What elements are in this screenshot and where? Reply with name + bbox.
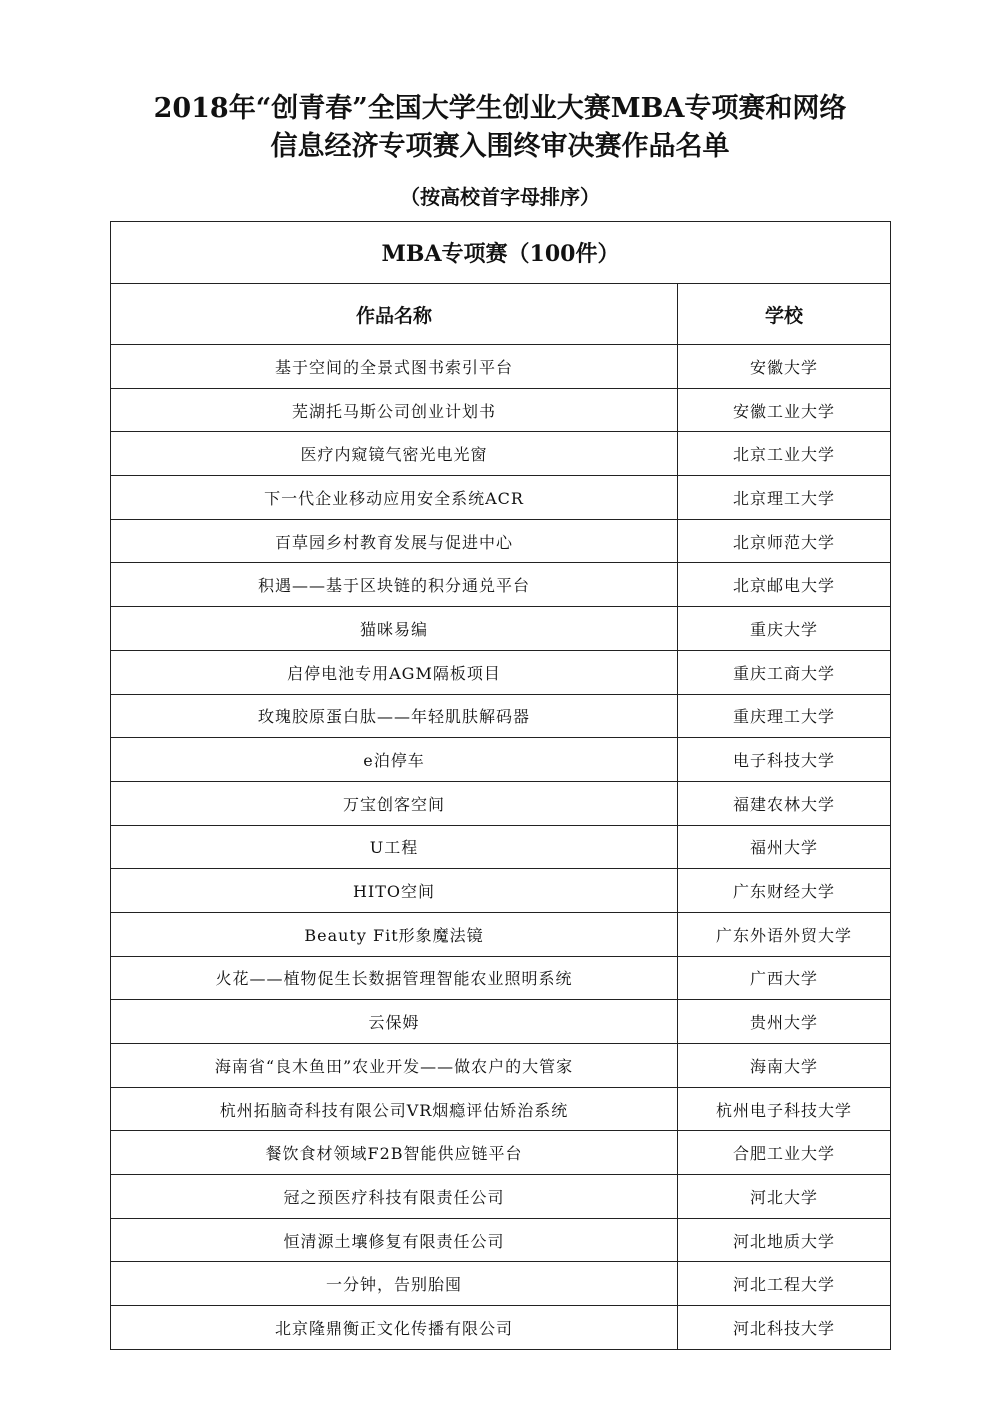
- project-name-cell: 下一代企业移动应用安全系统ACR: [111, 476, 678, 520]
- table-row: [111, 1044, 891, 1088]
- school-cell: 广西大学: [678, 956, 891, 1000]
- project-name-cell: 餐饮食材领域F2B智能供应链平台: [111, 1131, 678, 1175]
- table-row: [111, 1087, 891, 1131]
- table-row: [111, 825, 891, 869]
- project-name-cell: 冠之预医疗科技有限责任公司: [111, 1175, 678, 1219]
- project-name-cell: 医疗内窥镜气密光电光窗: [111, 432, 678, 476]
- school-cell: 广东财经大学: [678, 869, 891, 913]
- table-row: [111, 519, 891, 563]
- project-name-cell: 海南省“良木鱼田”农业开发——做农户的大管家: [111, 1044, 678, 1088]
- project-name-cell: 猫咪易编: [111, 607, 678, 651]
- school-cell: 河北工程大学: [678, 1262, 891, 1306]
- school-cell: 重庆大学: [678, 607, 891, 651]
- project-name-cell: 北京隆鼎衡正文化传播有限公司: [111, 1306, 678, 1350]
- table-row: [111, 1218, 891, 1262]
- school-cell: 河北地质大学: [678, 1218, 891, 1262]
- table-row: [111, 345, 891, 389]
- column-header-school: 学校: [678, 284, 891, 345]
- project-name-cell: 杭州拓脑奇科技有限公司VR烟瘾评估矫治系统: [111, 1087, 678, 1131]
- school-cell: 河北大学: [678, 1175, 891, 1219]
- school-cell: 安徽工业大学: [678, 388, 891, 432]
- school-cell: 北京师范大学: [678, 519, 891, 563]
- section-header-row: [111, 222, 891, 284]
- table-row: [111, 563, 891, 607]
- school-cell: 福州大学: [678, 825, 891, 869]
- table-row: [111, 1175, 891, 1219]
- project-name-cell: 启停电池专用AGM隔板项目: [111, 650, 678, 694]
- project-name-cell: 玫瑰胶原蛋白肽——年轻肌肤解码器: [111, 694, 678, 738]
- school-cell: 重庆工商大学: [678, 650, 891, 694]
- project-name-cell: 万宝创客空间: [111, 781, 678, 825]
- table-row: [111, 912, 891, 956]
- table-row: [111, 1000, 891, 1044]
- project-name-cell: Beauty Fit形象魔法镜: [111, 912, 678, 956]
- project-name-cell: 火花——植物促生长数据管理智能农业照明系统: [111, 956, 678, 1000]
- school-cell: 北京工业大学: [678, 432, 891, 476]
- table-row: [111, 694, 891, 738]
- document-title-line-1: 2018年“创青春”全国大学生创业大赛MBA专项赛和网络: [153, 93, 847, 124]
- table-row: [111, 781, 891, 825]
- school-cell: 电子科技大学: [678, 738, 891, 782]
- project-name-cell: 基于空间的全景式图书索引平台: [111, 345, 678, 389]
- project-name-cell: 百草园乡村教育发展与促进中心: [111, 519, 678, 563]
- document-title: [0, 90, 1000, 166]
- school-cell: 重庆理工大学: [678, 694, 891, 738]
- table-row: [111, 738, 891, 782]
- project-name-cell: HITO空间: [111, 869, 678, 913]
- school-cell: 合肥工业大学: [678, 1131, 891, 1175]
- project-name-cell: 芜湖托马斯公司创业计划书: [111, 388, 678, 432]
- table-row: [111, 869, 891, 913]
- finalist-table: [110, 221, 891, 1350]
- table-row: [111, 607, 891, 651]
- school-cell: 北京邮电大学: [678, 563, 891, 607]
- project-name-cell: e泊停车: [111, 738, 678, 782]
- project-name-cell: U工程: [111, 825, 678, 869]
- table-row: [111, 388, 891, 432]
- project-name-cell: 恒清源土壤修复有限责任公司: [111, 1218, 678, 1262]
- table-body: [111, 345, 891, 1350]
- project-name-cell: 一分钟，告别胎囤: [111, 1262, 678, 1306]
- project-name-cell: 积遇——基于区块链的积分通兑平台: [111, 563, 678, 607]
- table-row: [111, 1306, 891, 1350]
- school-cell: 海南大学: [678, 1044, 891, 1088]
- school-cell: 广东外语外贸大学: [678, 912, 891, 956]
- school-cell: 福建农林大学: [678, 781, 891, 825]
- column-header-project: 作品名称: [111, 284, 678, 345]
- document-title-line-2: 信息经济专项赛入围终审决赛作品名单: [270, 131, 730, 162]
- school-cell: 北京理工大学: [678, 476, 891, 520]
- table-row: [111, 650, 891, 694]
- project-name-cell: 云保姆: [111, 1000, 678, 1044]
- table-row: [111, 1262, 891, 1306]
- table-row: [111, 956, 891, 1000]
- table-row: [111, 432, 891, 476]
- table-row: [111, 1131, 891, 1175]
- school-cell: 贵州大学: [678, 1000, 891, 1044]
- section-title: MBA专项赛（100件）: [111, 222, 891, 284]
- table-row: [111, 476, 891, 520]
- school-cell: 河北科技大学: [678, 1306, 891, 1350]
- document-subtitle: （按高校首字母排序）: [400, 185, 600, 209]
- school-cell: 杭州电子科技大学: [678, 1087, 891, 1131]
- column-header-row: [111, 284, 891, 345]
- school-cell: 安徽大学: [678, 345, 891, 389]
